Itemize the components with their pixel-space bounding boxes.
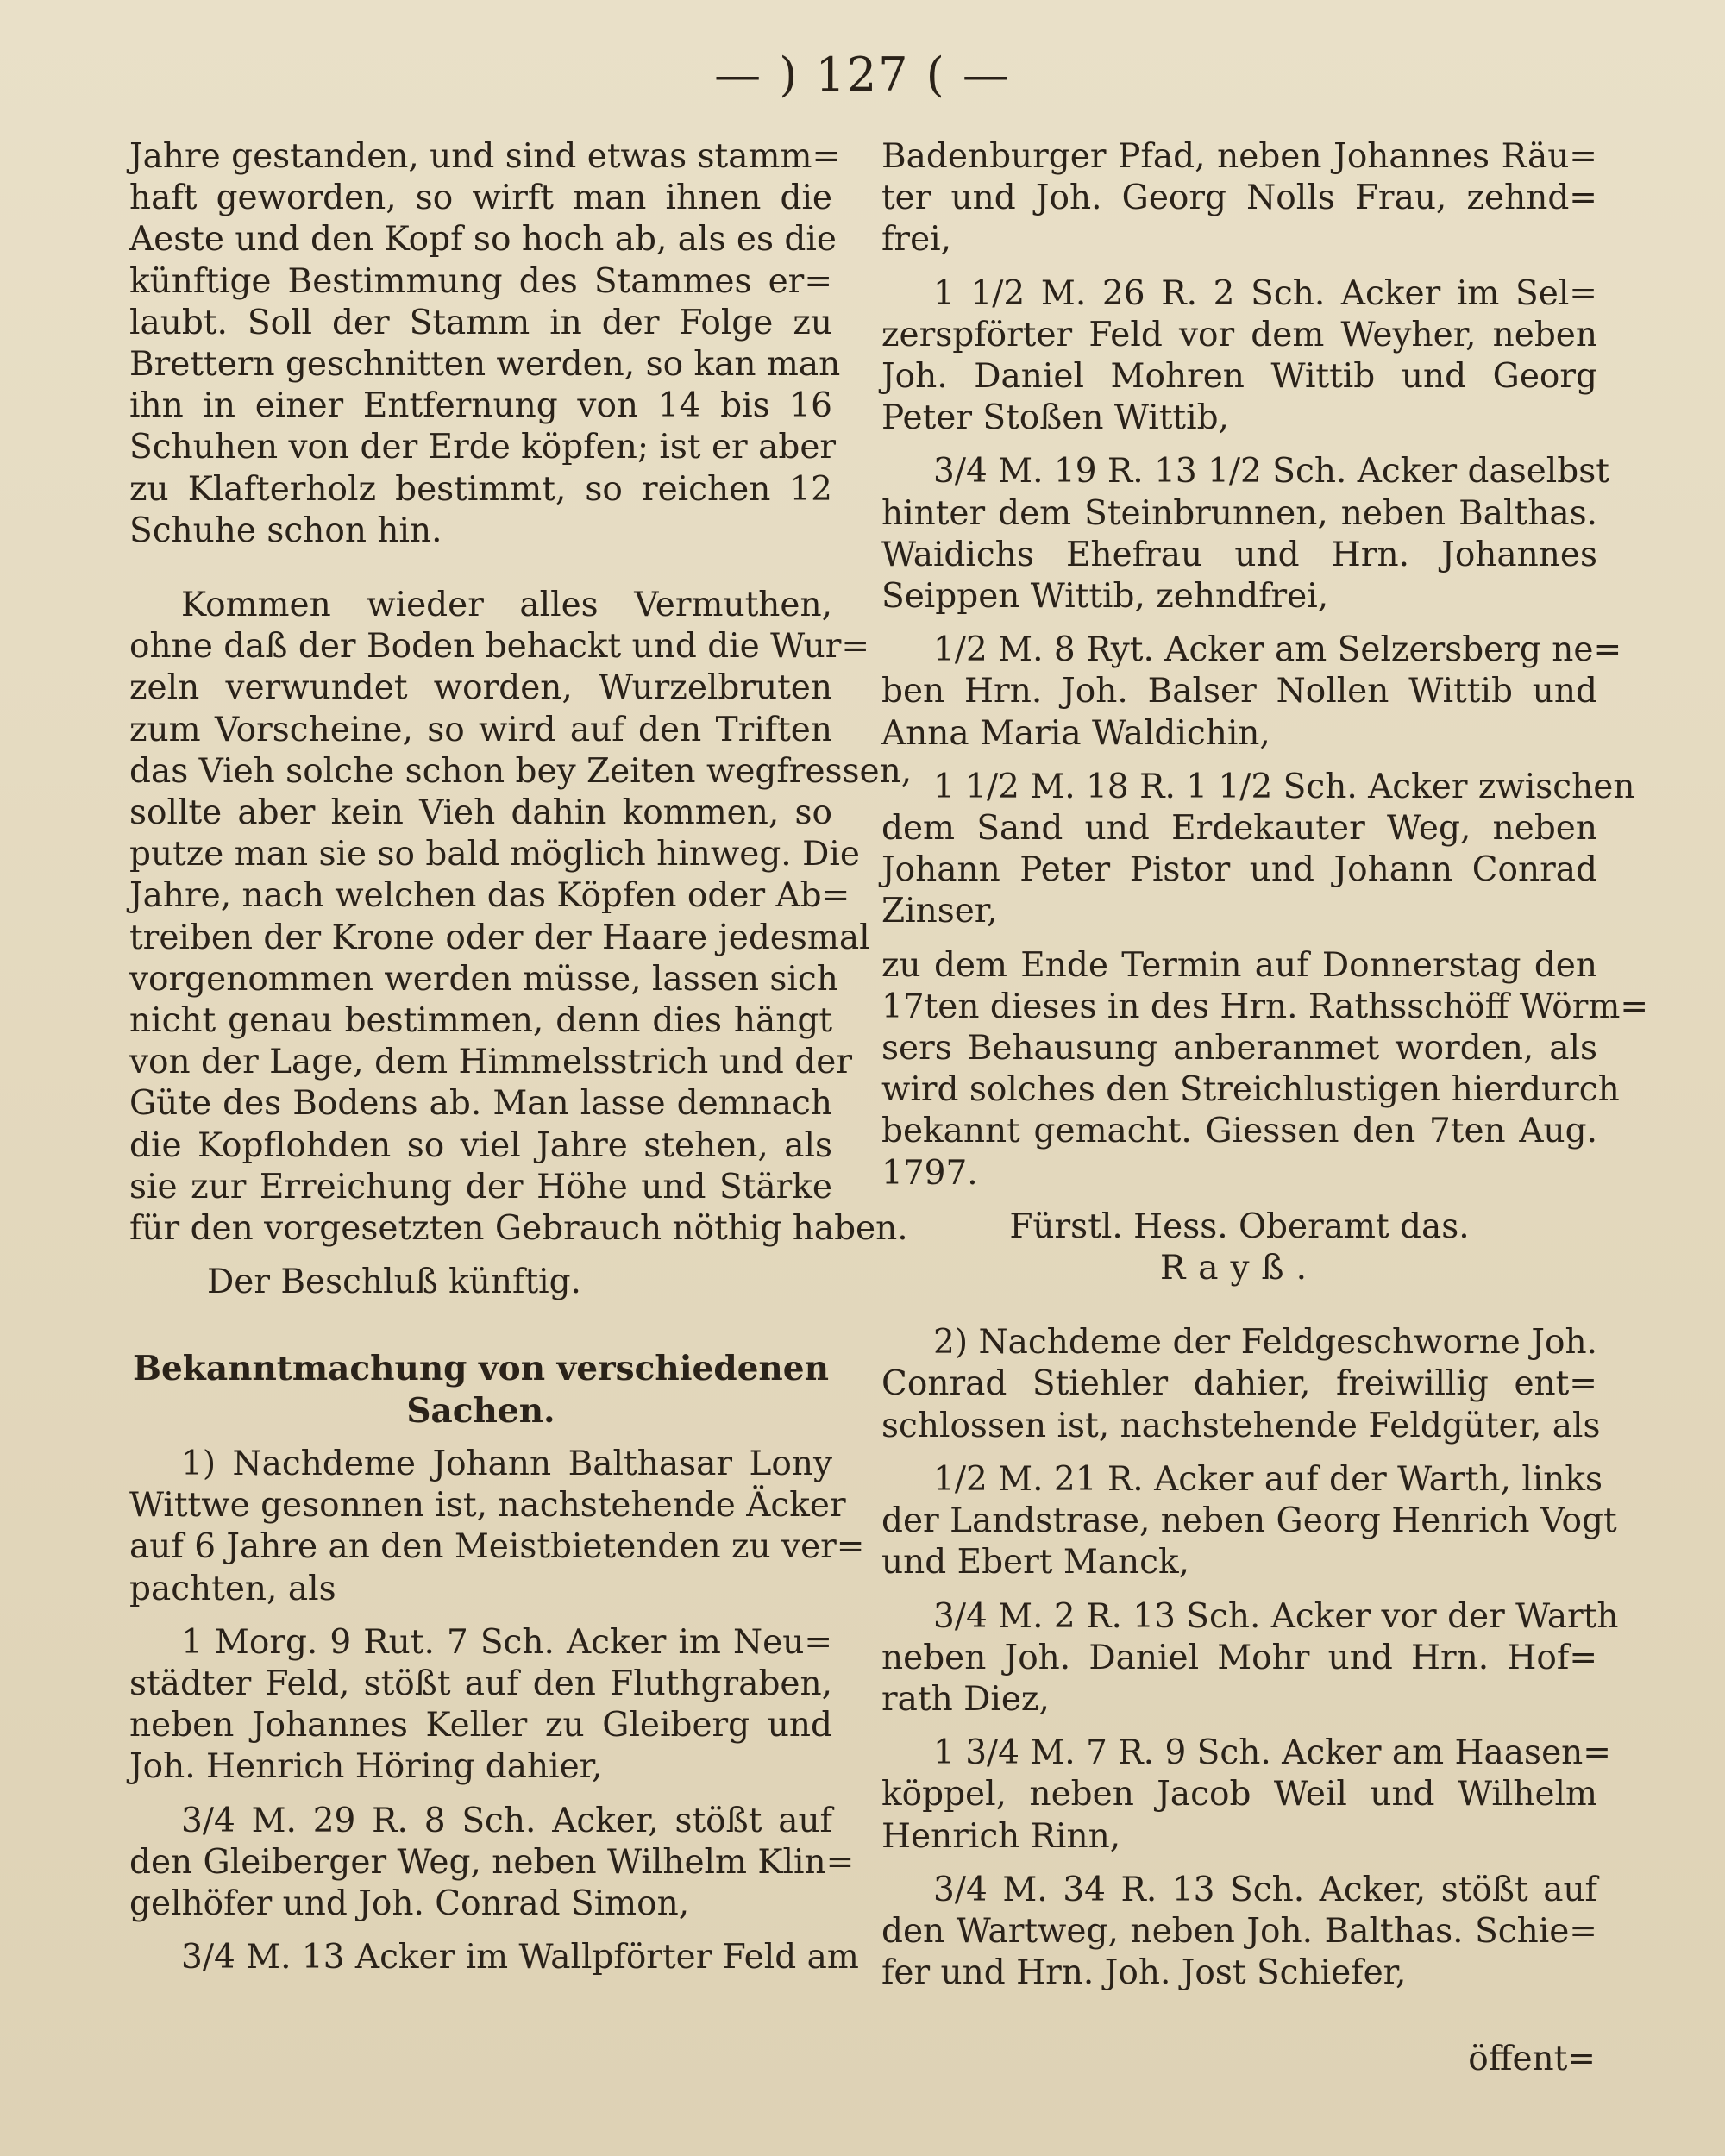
land-entry xyxy=(881,767,1635,933)
text-line: 3/4 M. 29 R. 8 Sch. Acker, stößt auf xyxy=(181,1801,832,1840)
text-line: zum Vorscheine, so wird auf den Triften xyxy=(129,710,832,749)
text-line: nicht genau bestimmen, denn dies hängt xyxy=(129,1001,832,1041)
text-line: Seippen Wittib, zehndfrei, xyxy=(881,577,1329,617)
text-line: Badenburger Pfad, neben Johannes Räu= xyxy=(881,137,1597,176)
text-line: 1 1/2 M. 18 R. 1 1/2 Sch. Acker zwischen xyxy=(933,767,1635,806)
text-line: ihn in einer Entfernung von 14 bis 16 xyxy=(129,386,832,426)
signature-office: Fürstl. Hess. Oberamt das. xyxy=(1009,1206,1470,1246)
text-line: Schuhe schon hin. xyxy=(129,511,442,550)
land-entry xyxy=(881,273,1597,440)
text-line: Joh. Daniel Mohren Wittib und Georg xyxy=(881,357,1597,397)
land-entry xyxy=(881,1733,1611,1858)
text-line: ben Hrn. Joh. Balser Nollen Wittib und xyxy=(881,672,1597,711)
text-line: 3/4 M. 19 R. 13 1/2 Sch. Acker daselbst xyxy=(933,452,1609,492)
text-line: pachten, als xyxy=(129,1569,336,1608)
text-line: den Gleiberger Weg, neben Wilhelm Klin= xyxy=(129,1842,855,1882)
text-line: Kommen wieder alles Vermuthen, xyxy=(181,586,832,625)
item-2-intro xyxy=(881,1322,1601,1447)
text-line: Wittwe gesonnen ist, nachstehende Äcker xyxy=(129,1486,846,1526)
left-column xyxy=(129,136,913,1978)
text-line: zeln verwundet worden, Wurzelbruten xyxy=(129,668,832,708)
text-line: 17ten dieses in des Hrn. Rathsschöff Wörm= xyxy=(881,987,1649,1026)
text-line: köppel, neben Jacob Weil und Wilhelm xyxy=(881,1775,1597,1814)
text-line: den Wartweg, neben Joh. Balthas. Schie= xyxy=(881,1911,1597,1951)
text-line: 3/4 M. 13 Acker im Wallpförter Feld am xyxy=(181,1938,859,1977)
text-line: 1 Morg. 9 Rut. 7 Sch. Acker im Neu= xyxy=(181,1622,832,1662)
text-line: Anna Maria Waldichin, xyxy=(881,713,1270,753)
text-line: fer und Hrn. Joh. Jost Schiefer, xyxy=(881,1953,1407,1993)
text-line: zu dem Ende Termin auf Donnerstag den xyxy=(881,945,1597,985)
text-line: gelhöfer und Joh. Conrad Simon, xyxy=(129,1883,690,1923)
item-1-intro xyxy=(129,1444,865,1610)
text-line: 3/4 M. 34 R. 13 Sch. Acker, stößt auf xyxy=(933,1870,1597,1909)
text-line: das Vieh solche schon bey Zeiten wegfressen, xyxy=(129,751,913,791)
text-line: 1) Nachdeme Johann Balthasar Lony xyxy=(181,1444,832,1483)
text-line: Joh. Henrich Höring dahier, xyxy=(129,1747,603,1787)
text-line: ohne daß der Boden behackt und die Wur= xyxy=(129,627,870,667)
text-line: Aeste und den Kopf so hoch ab, als es die xyxy=(129,220,837,260)
text-line: sers Behausung anberanmet worden, als xyxy=(881,1029,1597,1069)
text-line: 1/2 M. 8 Ryt. Acker am Selzersberg ne= xyxy=(933,630,1622,670)
text-line: bekannt gemacht. Giessen den 7ten Aug. xyxy=(881,1112,1597,1151)
land-entry xyxy=(129,1622,832,1789)
text-line: 1/2 M. 21 R. Acker auf der Warth, links xyxy=(933,1459,1603,1499)
text-line: Güte des Bodens ab. Man lasse demnach xyxy=(129,1084,832,1124)
land-entry-continued xyxy=(881,136,1597,261)
text-line: vorgenommen werden müsse, lassen sich xyxy=(129,959,838,999)
text-line: Schuhen von der Erde köpfen; ist er aber xyxy=(129,428,837,467)
land-entry xyxy=(881,630,1622,755)
text-line: 1 1/2 M. 26 R. 2 Sch. Acker im Sel= xyxy=(933,273,1597,313)
text-line: der Landstrase, neben Georg Henrich Vogt xyxy=(881,1501,1617,1541)
text-line: und Ebert Manck, xyxy=(881,1543,1189,1583)
text-line: ter und Joh. Georg Nolls Frau, zehnd= xyxy=(881,179,1597,218)
text-line: Henrich Rinn, xyxy=(881,1816,1121,1856)
text-line: Bekanntmachung von verschiedenen xyxy=(133,1349,829,1389)
text-line: neben Joh. Daniel Mohr und Hrn. Hof= xyxy=(881,1638,1597,1677)
catchword: öffent= xyxy=(1468,2040,1596,2078)
closing-paragraph xyxy=(881,945,1649,1194)
land-entry xyxy=(129,1937,859,1978)
land-entry xyxy=(881,1459,1617,1584)
text-line: Conrad Stiehler dahier, freiwillig ent= xyxy=(881,1364,1597,1404)
text-line: sie zur Erreichung der Höhe und Stärke xyxy=(129,1167,832,1206)
text-line: Johann Peter Pistor und Johann Conrad xyxy=(881,850,1597,890)
section-title xyxy=(129,1348,832,1431)
text-line: Waidichs Ehefrau und Hrn. Johannes xyxy=(881,535,1597,574)
text-line: Sachen. xyxy=(406,1390,555,1431)
text-line: zu Klafterholz bestimmt, so reichen 12 xyxy=(129,469,832,509)
text-line: für den vorgesetzten Gebrauch nöthig haben. xyxy=(129,1209,908,1249)
text-line: neben Johannes Keller zu Gleiberg und xyxy=(129,1706,832,1745)
text-line: von der Lage, dem Himmelsstrich und der xyxy=(129,1043,852,1082)
text-line: Zinser, xyxy=(881,892,998,931)
text-line: 2) Nachdeme der Feldgeschworne Joh. xyxy=(933,1323,1597,1363)
land-entry xyxy=(881,451,1609,617)
text-line: sollte aber kein Vieh dahin kommen, so xyxy=(129,793,832,833)
text-line: schlossen ist, nachstehende Feldgüter, als xyxy=(881,1406,1601,1445)
paragraph-tree-cutting xyxy=(129,136,841,552)
text-line: zerspförter Feld vor dem Weyher, neben xyxy=(881,315,1597,354)
text-line: treiben der Krone oder der Haare jedesmal xyxy=(129,918,870,957)
text-line: putze man sie so bald möglich hinweg. Die xyxy=(129,835,860,874)
page-number: — ) 127 ( — xyxy=(714,47,1011,102)
text-line: frei, xyxy=(881,220,952,260)
paragraph-root-sprouts xyxy=(129,585,913,1250)
text-line: wird solches den Streichlustigen hierdurch xyxy=(881,1070,1620,1110)
text-line: 1797. xyxy=(881,1153,978,1193)
text-line: hinter dem Steinbrunnen, neben Balthas. xyxy=(881,493,1597,533)
text-line: laubt. Soll der Stamm in der Folge zu xyxy=(129,303,832,342)
text-line: Peter Stoßen Wittib, xyxy=(881,398,1229,438)
text-line: Brettern geschnitten werden, so kan man xyxy=(129,345,841,385)
text-line: Jahre, nach welchen das Köpfen oder Ab= xyxy=(129,876,850,916)
text-line: 1 3/4 M. 7 R. 9 Sch. Acker am Haasen= xyxy=(933,1733,1611,1773)
text-line: haft geworden, so wirft man ihnen die xyxy=(129,179,832,218)
land-entry xyxy=(881,1870,1597,1995)
signature-name: Rayß. xyxy=(1160,1249,1319,1288)
text-line: auf 6 Jahre an den Meistbietenden zu ver= xyxy=(129,1527,865,1567)
text-line: die Kopflohden so viel Jahre stehen, als xyxy=(129,1125,832,1165)
right-column xyxy=(881,136,1649,1994)
text-line: rath Diez, xyxy=(881,1679,1050,1719)
continuation-note: Der Beschluß künftig. xyxy=(207,1263,581,1302)
text-line: dem Sand und Erdekauter Weg, neben xyxy=(881,809,1597,849)
land-entry xyxy=(881,1596,1619,1721)
text-line: Jahre gestanden, und sind etwas stamm= xyxy=(129,137,841,176)
land-entry xyxy=(129,1801,855,1926)
text-line: künftige Bestimmung des Stammes er= xyxy=(129,261,832,301)
text-line: 3/4 M. 2 R. 13 Sch. Acker vor der Warth xyxy=(933,1596,1619,1636)
text-line: städter Feld, stößt auf den Fluthgraben, xyxy=(129,1664,832,1703)
